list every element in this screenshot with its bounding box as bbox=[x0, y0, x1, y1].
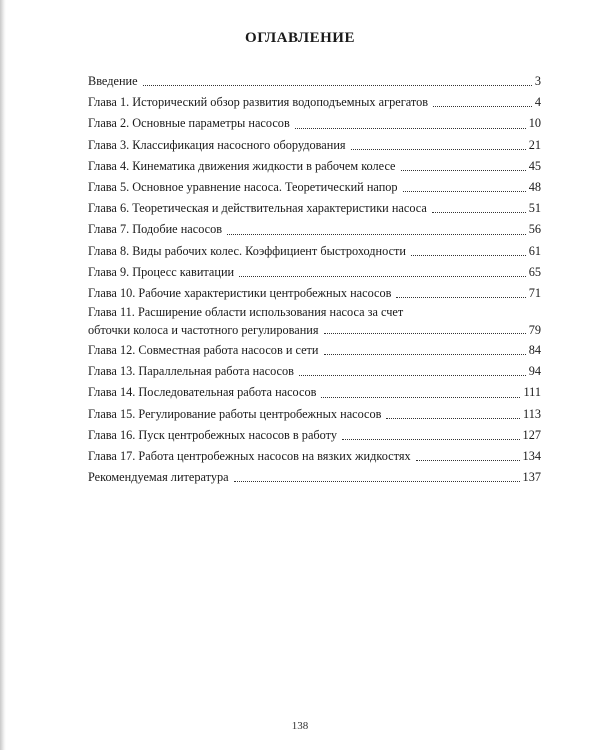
toc-entry-chapter-4 bbox=[88, 156, 541, 177]
page-number: 138 bbox=[291, 720, 309, 732]
toc-entry-page: 51 bbox=[528, 201, 541, 216]
toc-entry-chapter-6 bbox=[88, 198, 541, 219]
toc-entry-page: 134 bbox=[522, 449, 541, 463]
dot-leader bbox=[411, 251, 526, 256]
toc-entry-page: 45 bbox=[528, 158, 541, 173]
toc-entry-label: Глава 12. Совместная работа насосов и сети bbox=[88, 343, 319, 358]
toc-entry-chapter-3 bbox=[88, 135, 541, 156]
toc-entry-label: Рекомендуемая литература bbox=[88, 470, 229, 485]
dot-leader bbox=[324, 329, 526, 334]
dot-leader bbox=[396, 293, 525, 298]
toc-entry-chapter-14 bbox=[88, 382, 541, 403]
dot-leader bbox=[239, 272, 526, 277]
toc-entry-chapter-2 bbox=[88, 113, 541, 134]
toc-entry-label-line1: Глава 11. Расширение области использования насоса за счет bbox=[88, 305, 404, 320]
toc-entry-page: 21 bbox=[528, 137, 541, 152]
toc-entry-page: 4 bbox=[534, 95, 541, 110]
dot-leader bbox=[299, 371, 526, 376]
toc-entry-page: 113 bbox=[523, 406, 541, 421]
toc-entry-label: Глава 3. Классификация насосного оборудования bbox=[88, 137, 346, 152]
dot-leader bbox=[433, 102, 532, 107]
toc-entry-chapter-7 bbox=[88, 219, 541, 240]
toc-entry-chapter-13 bbox=[88, 361, 541, 382]
toc-entry-page: 127 bbox=[522, 427, 541, 442]
toc-entry-label: Глава 1. Исторический обзор развития водоподъемных агрегатов bbox=[88, 95, 429, 110]
toc-entry-label: Глава 13. Параллельная работа насосов bbox=[88, 364, 294, 379]
toc-entry-label: обточки колоса и частотного регулирования bbox=[88, 323, 319, 338]
toc-entry-chapter-1 bbox=[88, 92, 541, 113]
dot-leader bbox=[432, 208, 526, 213]
toc-entry-label: Глава 5. Основное уравнение насоса. Теоретический напор bbox=[88, 179, 398, 194]
toc-entry-page: 84 bbox=[528, 343, 541, 358]
dot-leader bbox=[227, 230, 526, 235]
toc-entry-label: Глава 7. Подобие насосов bbox=[88, 222, 223, 237]
dot-leader bbox=[403, 187, 526, 192]
toc-entry-chapter-10 bbox=[88, 283, 541, 304]
toc-entry-label: Глава 17. Работа центробежных насосов на вязких жидкостях bbox=[88, 449, 411, 463]
dot-leader bbox=[321, 393, 520, 398]
dot-leader bbox=[386, 414, 520, 419]
toc-entry-references bbox=[88, 467, 541, 488]
toc-entry-label: Глава 15. Регулирование работы центробежных насосов bbox=[88, 406, 382, 421]
dot-leader bbox=[342, 435, 520, 440]
toc-entry-page: 3 bbox=[534, 74, 541, 88]
toc-entry-chapter-11 bbox=[88, 304, 541, 340]
toc-entry-chapter-5 bbox=[88, 177, 541, 198]
toc-entry-page: 10 bbox=[528, 116, 541, 131]
dot-leader bbox=[143, 81, 532, 86]
dot-leader bbox=[351, 145, 526, 150]
toc-entry-page: 137 bbox=[522, 470, 541, 485]
toc-entry-page: 65 bbox=[528, 264, 541, 279]
toc-entry-page: 111 bbox=[523, 385, 541, 400]
dot-leader bbox=[401, 166, 526, 171]
toc-entry-chapter-8 bbox=[88, 241, 541, 262]
toc-entry-label: Глава 10. Рабочие характеристики центробежных насосов bbox=[88, 285, 392, 300]
toc-entry-page: 61 bbox=[528, 243, 541, 258]
toc-entry-label: Глава 2. Основные параметры насосов bbox=[88, 116, 290, 131]
page-edge-shadow bbox=[0, 0, 6, 750]
dot-leader bbox=[416, 456, 520, 461]
toc-entry-page: 71 bbox=[528, 285, 541, 300]
toc-entry-label: Глава 9. Процесс кавитации bbox=[88, 264, 235, 279]
toc-entry-page: 56 bbox=[528, 222, 541, 237]
toc-entry-label: Введение bbox=[88, 74, 138, 88]
table-of-contents bbox=[88, 71, 541, 488]
toc-entry-label: Глава 16. Пуск центробежных насосов в работу bbox=[88, 427, 338, 442]
toc-entry-chapter-15 bbox=[88, 404, 541, 425]
page-title: ОГЛАВЛЕНИЕ bbox=[245, 30, 355, 46]
toc-entry-introduction bbox=[88, 71, 541, 92]
toc-entry-chapter-17 bbox=[88, 446, 541, 467]
dot-leader bbox=[295, 124, 526, 129]
toc-entry-label: Глава 6. Теоретическая и действительная характеристики насоса bbox=[88, 201, 427, 216]
toc-entry-page: 94 bbox=[528, 364, 541, 379]
toc-entry-chapter-9 bbox=[88, 262, 541, 283]
dot-leader bbox=[324, 350, 526, 355]
toc-entry-page: 48 bbox=[528, 179, 541, 194]
toc-entry-label: Глава 8. Виды рабочих колес. Коэффициент быстроходности bbox=[88, 243, 407, 258]
dot-leader bbox=[234, 477, 520, 482]
toc-entry-chapter-16 bbox=[88, 425, 541, 446]
toc-entry-label: Глава 14. Последовательная работа насосов bbox=[88, 385, 317, 400]
toc-entry-label: Глава 4. Кинематика движения жидкости в рабочем колесе bbox=[88, 158, 396, 173]
toc-entry-page: 79 bbox=[528, 323, 541, 338]
toc-entry-chapter-12 bbox=[88, 340, 541, 361]
